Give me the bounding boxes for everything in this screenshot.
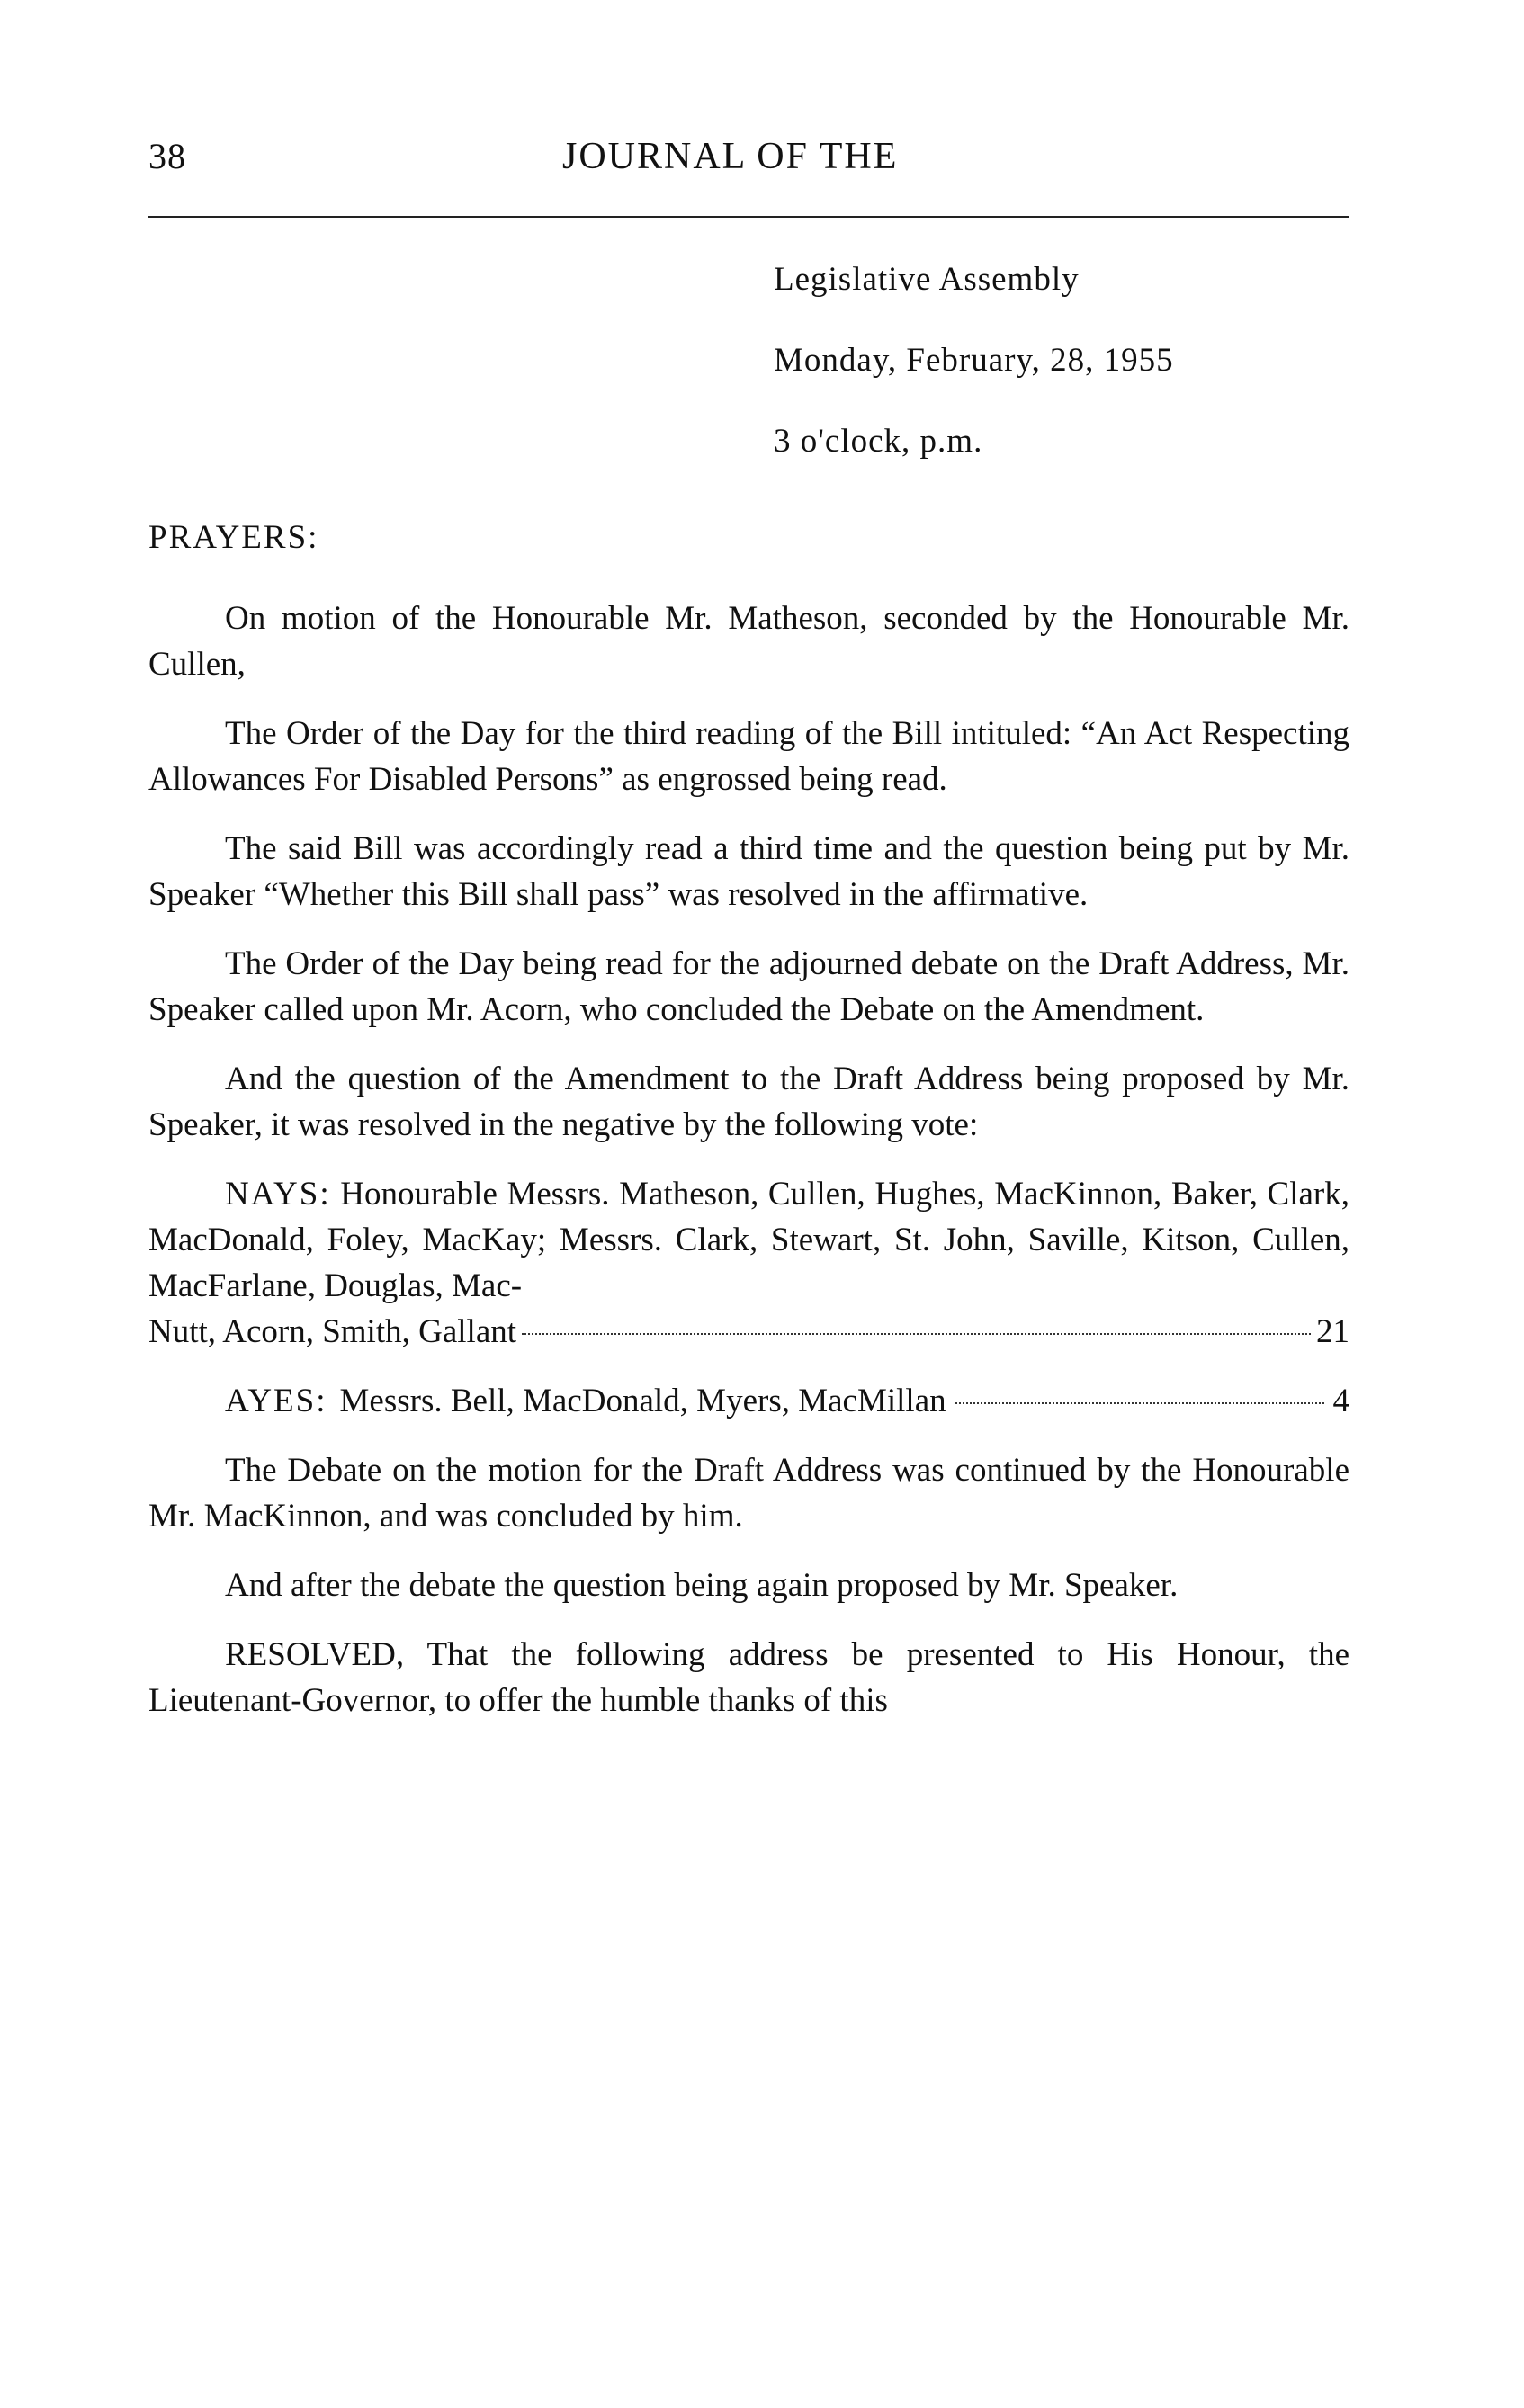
- assembly-name: Legislative Assembly: [774, 261, 1080, 298]
- paragraph-order-of-day: The Order of the Day for the third reading of the Bill intituled: “An Act Respecting Allowances For Disabled Persons” as engrossed being read.: [148, 715, 1349, 798]
- prayers-heading: PRAYERS:: [148, 519, 319, 556]
- paragraph-motion: On motion of the Honourable Mr. Matheson, seconded by the Honourable Mr. Cullen,: [148, 600, 1349, 683]
- nays-vote: [148, 1171, 1349, 1355]
- nays-names: Honourable Messrs. Matheson, Cullen, Hughes, MacKinnon, Baker, Clark, MacDonald, Foley, MacKay; Messrs. Clark, Stewart, St. John, Saville, Kitson, Cullen, MacFarlane, Douglas, Mac-: [148, 1176, 1349, 1304]
- ayes-names: Messrs. Bell, MacDonald, Myers, MacMillan: [339, 1383, 946, 1419]
- session-date: Monday, February, 28, 1955: [774, 342, 1174, 379]
- paragraph-amendment-question: And the question of the Amendment to the Draft Address being proposed by Mr. Speaker, it was resolved in the negative by the following vote:: [148, 1061, 1349, 1143]
- ayes-label: AYES:: [225, 1383, 327, 1419]
- leader-dots: [955, 1402, 1324, 1404]
- page-header: [148, 135, 1349, 189]
- session-heading: [774, 263, 1174, 506]
- leader-dots: [522, 1333, 1311, 1335]
- nays-total-line: [148, 1309, 1349, 1355]
- header-rule: [148, 216, 1349, 218]
- paragraph-third-reading: The said Bill was accordingly read a third time and the question being put by Mr. Speaker “Whether this Bill shall pass” was resolved in the affirmative.: [148, 830, 1349, 913]
- paragraph-debate-continued: The Debate on the motion for the Draft Address was continued by the Honourable Mr. MacKinnon, and was concluded by him.: [148, 1452, 1349, 1535]
- journal-body: [148, 595, 1349, 1747]
- ayes-count: 4: [1332, 1383, 1349, 1419]
- nays-label: NAYS:: [225, 1176, 331, 1213]
- nays-names-last: Nutt, Acorn, Smith, Gallant: [148, 1313, 517, 1350]
- paragraph-question-again: And after the debate the question being again proposed by Mr. Speaker.: [225, 1567, 1179, 1604]
- ayes-vote: [148, 1378, 1349, 1424]
- paragraph-resolved: RESOLVED, That the following address be presented to His Honour, the Lieutenant-Governor, to offer the humble thanks of this: [148, 1636, 1349, 1719]
- page-number: 38: [148, 136, 186, 176]
- session-time: 3 o'clock, p.m.: [774, 423, 983, 460]
- nays-count: 21: [1316, 1313, 1349, 1350]
- paragraph-adjourned-debate: The Order of the Day being read for the adjourned debate on the Draft Address, Mr. Speaker called upon Mr. Acorn, who concluded the Debate on the Amendment.: [148, 945, 1349, 1028]
- running-head: JOURNAL OF THE: [562, 136, 899, 177]
